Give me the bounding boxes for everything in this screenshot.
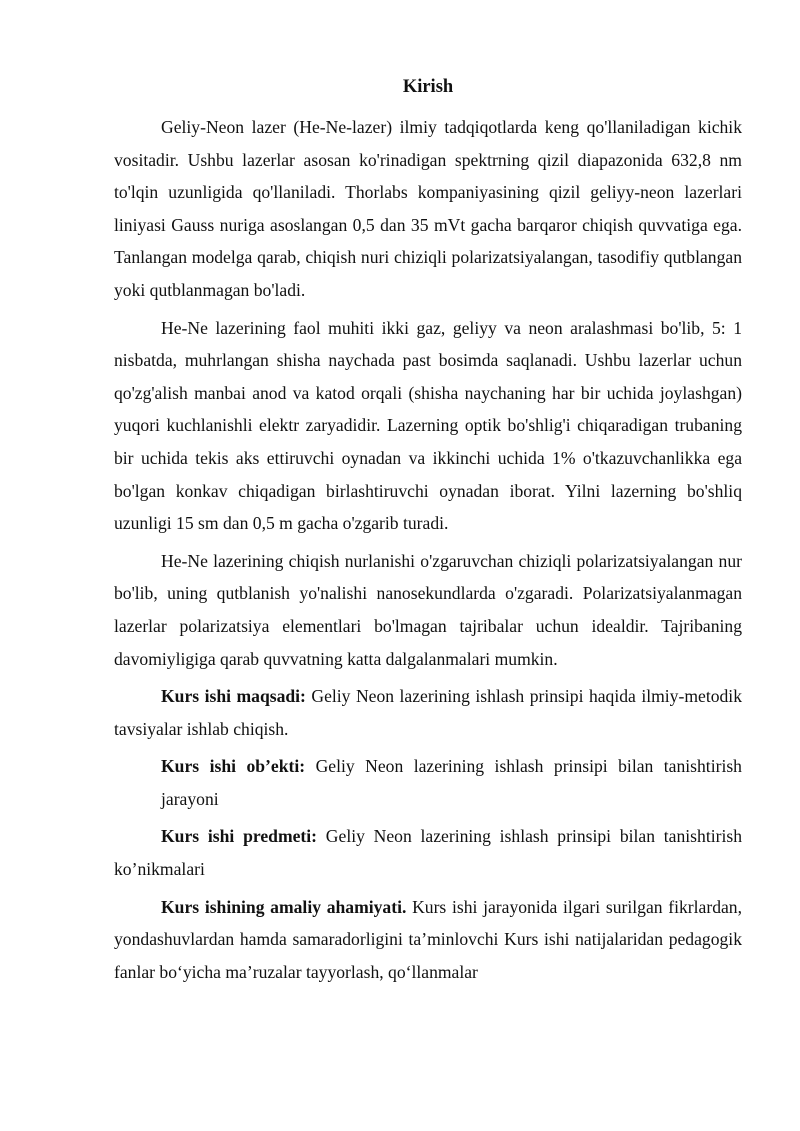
paragraph-active-medium: He-Ne lazerining faol muhiti ikki gaz, geliyy va neon aralashmasi bo'lib, 5: 1 nisbatda, muhrlangan shisha naychada past bosimda saqlanadi. Ushbu lazerlar uchun qo'zg'alish manbai anod va katod orqali (shisha naychaning har bir uchida joylashgan) yuqori kuchlanishli elektr zaryadidir. Lazerning optik bo'shlig'i chiqaradigan trubaning bir uchida tekis aks ettiruvchi oynadan va ikkinchi uchida 1% o'tkazuvchanlikka ega bo'lgan konkav chiqadigan birlashtiruvchi oynadan iborat. Yilni lazerning bo'shliq uzunligi 15 sm dan 0,5 m gacha o'zgarib turadi. <box>114 317 742 534</box>
section-predmet-text: Geliy Neon lazerining ishlash prinsipi bilan tanishtirish ko’nikmalari <box>114 826 742 880</box>
paragraph-intro: Geliy-Neon lazer (He-Ne-lazer) ilmiy tadqiqotlarda keng qo'llaniladigan kichik vositadir. Ushbu lazerlar asosan ko'rinadigan spektrning qizil diapazonida 632,8 nm to'lqin uzunligida qo'llaniladi. Thorlabs kompaniyasining qizil geliyy-neon lazerlari liniyasi Gauss nuriga asoslangan 0,5 dan 35 mVt gacha barqaror chiqish quvvatiga ega. Tanlangan modelga qarab, chiqish nuri chiziqli polarizatsiyalangan, tasodifiy qutblangan yoki qutblanmagan bo'ladi. <box>114 117 742 300</box>
section-maqsad-label: Kurs ishi maqsadi: <box>161 686 306 707</box>
paragraph-polarization: He-Ne lazerining chiqish nurlanishi o'zgaruvchan chiziqli polarizatsiyalangan nur bo'lib, uning qutblanish yo'nalishi nanosekundlarda o'zgaradi. Polarizatsiyalanmagan lazerlar polarizatsiya elementlari bo'lmagan tajribalar uchun idealdir. Tajribaning davomiyligiga qarab quvvatning katta dalgalanmalari mumkin. <box>114 550 742 669</box>
section-ahamiyat <box>114 891 742 989</box>
section-obekt-label: Kurs ishi ob’ekti: <box>161 756 306 777</box>
section-obekt-text: Geliy Neon lazerining ishlash prinsipi bilan tanishtirish jarayoni <box>161 756 742 809</box>
page-title: Kirish <box>402 77 454 97</box>
section-ahamiyat-label: Kurs ishining amaliy ahamiyati. <box>161 896 407 917</box>
section-maqsad-text: Geliy Neon lazerining ishlash prinsipi haqida ilmiy-metodik tavsiyalar ishlab chiqish. <box>114 686 742 739</box>
section-predmet <box>114 820 742 885</box>
section-ahamiyat-text: Kurs ishi jarayonida ilgari surilgan fikrlardan, yondashuvlardan hamda samaradorligini ta’minlovchi Kurs ishi natijalaridan pedagogik fanlar bo‘yicha ma’ruzalar tayyorlash, qo‘llanmalar <box>114 896 743 982</box>
page-content <box>114 70 742 993</box>
section-obekt <box>114 750 742 815</box>
section-predmet-label: Kurs ishi predmeti: <box>161 826 318 847</box>
section-maqsad <box>114 680 742 745</box>
